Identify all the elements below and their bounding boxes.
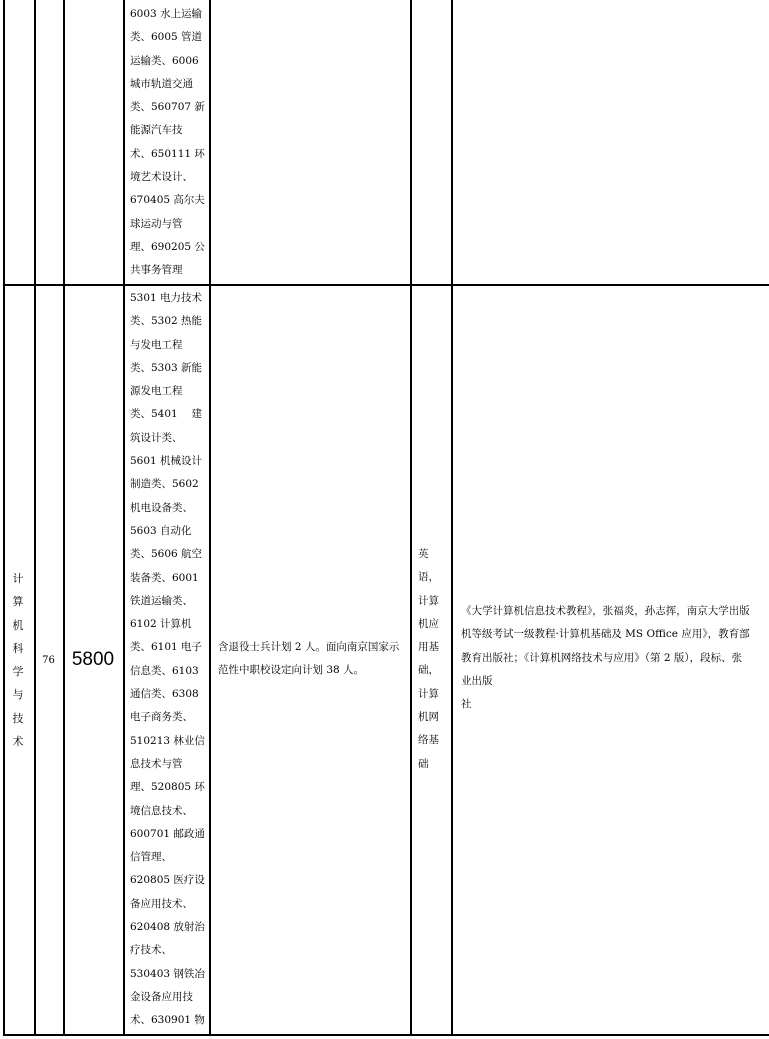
majors-line: 能源汽车技 bbox=[130, 124, 183, 137]
majors-line: 类、5606 航空 bbox=[130, 548, 203, 561]
majors-line: 信管理、 bbox=[130, 851, 172, 864]
majors-line: 金设备应用技 bbox=[130, 990, 193, 1003]
major-name-char: 机 bbox=[12, 618, 24, 632]
subjects-line: 计算 bbox=[418, 687, 439, 700]
subjects-cell bbox=[418, 543, 450, 776]
majors-line: 术、630901 物 bbox=[130, 1014, 205, 1027]
books-line: 社 bbox=[461, 698, 472, 711]
majors-line: 5603 自动化 bbox=[130, 524, 192, 537]
subjects-line: 础， bbox=[418, 664, 439, 677]
subjects-line: 机网 bbox=[418, 711, 439, 724]
majors-line: 球运动与管 bbox=[130, 217, 183, 230]
books-line: 业出版 bbox=[461, 674, 493, 687]
majors-line: 620408 放射治 bbox=[130, 921, 205, 934]
major-name-cell bbox=[10, 567, 26, 753]
column-divider bbox=[123, 0, 125, 1036]
major-name-char: 学 bbox=[12, 665, 24, 679]
major-name-char: 技 bbox=[12, 711, 24, 725]
major-name-char: 科 bbox=[12, 641, 24, 655]
majors-line: 530403 钢铁冶 bbox=[130, 967, 205, 980]
majors-line: 运输类、6006 bbox=[130, 54, 199, 67]
remarks-cell bbox=[218, 636, 408, 683]
major-name-char: 术 bbox=[12, 735, 24, 749]
remarks-line: 含退役士兵计划 2 人。面向南京国家示 bbox=[218, 641, 400, 653]
column-divider bbox=[410, 0, 412, 1036]
majors-line: 源发电工程 bbox=[130, 385, 183, 398]
books-line: 《大学计算机信息技术教程》，张福炎，孙志挥，南京大学出版 bbox=[461, 605, 750, 617]
majors-line: 装备类、6001 bbox=[130, 571, 199, 584]
subjects-line: 计算 bbox=[418, 594, 439, 607]
majors-line: 息技术与管 bbox=[130, 757, 183, 770]
majors-line: 620805 医疗设 bbox=[130, 874, 205, 887]
majors-line: 境艺术设计、 bbox=[130, 171, 193, 184]
majors-line: 类、5303 新能 bbox=[130, 361, 203, 374]
table-border-bottom bbox=[3, 1034, 769, 1036]
books-line: 教育出版社；《计算机网络技术与应用》（第 2 版），段标、张 bbox=[461, 651, 743, 664]
majors-line: 600701 邮政通 bbox=[130, 827, 205, 840]
major-name-char: 与 bbox=[12, 688, 24, 702]
major-name-char: 计 bbox=[12, 572, 24, 585]
major-code: 76 bbox=[42, 655, 55, 666]
majors-line: 5301 电力技术 bbox=[130, 292, 203, 304]
majors-line: 类、5401 建 bbox=[130, 408, 203, 421]
column-divider bbox=[451, 0, 453, 1036]
majors-line: 类、6005 管道 bbox=[130, 31, 203, 44]
subjects-line: 语， bbox=[418, 571, 439, 584]
table-border-left bbox=[3, 0, 5, 1036]
majors-line: 510213 林业信 bbox=[130, 734, 205, 747]
majors-line: 理、520805 环 bbox=[130, 781, 205, 794]
majors-line: 类、6101 电子 bbox=[130, 641, 203, 654]
subjects-line: 络基 bbox=[418, 734, 439, 747]
majors-line: 理、690205 公 bbox=[130, 240, 205, 253]
majors-line: 术、650111 环 bbox=[130, 147, 205, 160]
majors-line: 通信类、6308 bbox=[130, 688, 199, 701]
majors-cell-top bbox=[130, 3, 210, 283]
majors-line: 疗技术、 bbox=[130, 944, 172, 957]
majors-line: 类、560707 新 bbox=[130, 101, 205, 114]
majors-line: 6102 计算机 bbox=[130, 618, 192, 631]
majors-line: 制造类、5602 bbox=[130, 478, 199, 491]
majors-line: 信息类、6103 bbox=[130, 664, 199, 677]
majors-line: 电子商务类、 bbox=[130, 711, 193, 724]
column-divider bbox=[63, 0, 65, 1036]
majors-line: 类、5302 热能 bbox=[130, 315, 203, 328]
subjects-line: 英 bbox=[418, 548, 429, 560]
majors-line: 备应用技术、 bbox=[130, 897, 193, 910]
majors-line: 6003 水上运输 bbox=[130, 8, 203, 20]
majors-line: 与发电工程 bbox=[130, 338, 183, 351]
majors-line: 铁道运输类、 bbox=[130, 594, 193, 607]
subjects-line: 础 bbox=[418, 757, 429, 770]
majors-line: 城市轨道交通 bbox=[130, 77, 193, 90]
reference-books-cell bbox=[461, 600, 769, 716]
majors-line: 共事务管理 bbox=[130, 264, 183, 277]
major-name-char: 算 bbox=[12, 595, 24, 609]
row-divider bbox=[3, 284, 769, 286]
majors-line: 670405 高尔夫 bbox=[130, 194, 205, 207]
subjects-line: 用基 bbox=[418, 641, 439, 654]
majors-line: 境信息技术、 bbox=[130, 804, 193, 817]
plan-count: 5800 bbox=[71, 649, 115, 670]
majors-line: 机电设备类、 bbox=[130, 501, 193, 514]
majors-line: 5601 机械设计 bbox=[130, 455, 203, 468]
column-divider bbox=[34, 0, 36, 1036]
books-line: 机等级考试一级教程·计算机基础及 MS Office 应用》，教育部 bbox=[461, 628, 750, 641]
remarks-line: 范性中职校设定向计划 38 人。 bbox=[218, 664, 365, 677]
majors-line: 筑设计类、 bbox=[130, 431, 183, 444]
subjects-line: 机应 bbox=[418, 617, 439, 630]
majors-cell-main bbox=[130, 287, 210, 1033]
